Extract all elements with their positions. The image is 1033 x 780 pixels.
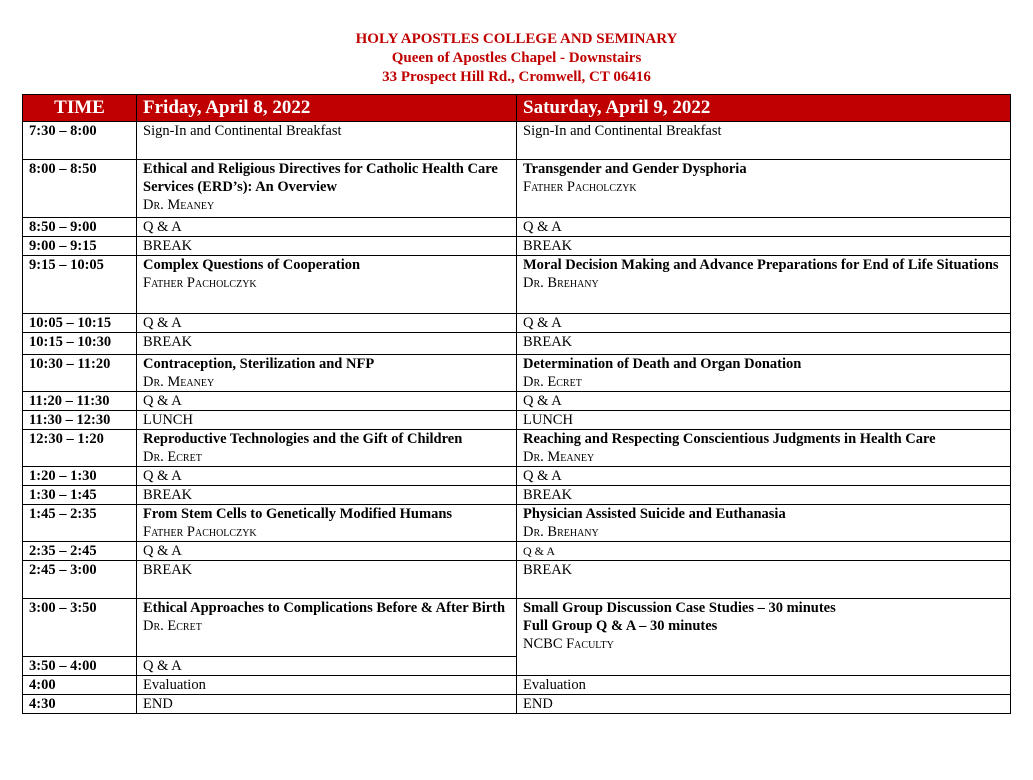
saturday-cell: BREAK — [517, 333, 1011, 355]
session-speaker: NCBC Faculty — [523, 636, 614, 652]
table-row — [23, 160, 1011, 218]
session-title: Contraception, Sterilization and NFP — [143, 356, 375, 372]
time-cell: 9:00 – 9:15 — [23, 237, 137, 256]
time-cell: 1:45 – 2:35 — [23, 505, 137, 542]
time-cell: 3:50 – 4:00 — [23, 657, 137, 676]
table-row — [23, 122, 1011, 160]
session-title: Determination of Death and Organ Donation — [523, 356, 802, 372]
session-title: Physician Assisted Suicide and Euthanasia — [523, 506, 786, 522]
time-cell: 2:35 – 2:45 — [23, 542, 137, 561]
friday-cell — [137, 599, 517, 657]
session-speaker: Father Pacholczyk — [143, 275, 257, 291]
friday-cell: BREAK — [137, 486, 517, 505]
table-row — [23, 467, 1011, 486]
table-row — [23, 599, 1011, 657]
table-row — [23, 237, 1011, 256]
friday-cell — [137, 430, 517, 467]
friday-cell — [137, 256, 517, 314]
session-speaker: Dr. Meaney — [143, 374, 215, 390]
friday-cell — [137, 160, 517, 218]
saturday-cell — [517, 355, 1011, 392]
table-row — [23, 505, 1011, 542]
saturday-cell — [517, 430, 1011, 467]
table-row — [23, 695, 1011, 714]
table-row — [23, 333, 1011, 355]
friday-cell: Q & A — [137, 314, 517, 333]
friday-cell: Q & A — [137, 392, 517, 411]
table-row — [23, 676, 1011, 695]
time-cell: 10:30 – 11:20 — [23, 355, 137, 392]
table-row — [23, 430, 1011, 467]
time-cell: 11:20 – 11:30 — [23, 392, 137, 411]
session-line: Small Group Discussion Case Studies – 30 minutes — [523, 600, 836, 616]
saturday-cell: BREAK — [517, 486, 1011, 505]
session-speaker: Dr. Ecret — [523, 374, 582, 390]
institution-name: HOLY APOSTLES COLLEGE AND SEMINARY — [355, 31, 678, 47]
session-title: Transgender and Gender Dysphoria — [523, 161, 747, 177]
table-row — [23, 561, 1011, 599]
time-cell: 8:50 – 9:00 — [23, 218, 137, 237]
session-title: Ethical and Religious Directives for Catholic Health Care Services (ERD’s): An Overview — [143, 161, 498, 195]
saturday-cell — [517, 256, 1011, 314]
session-speaker: Dr. Meaney — [523, 449, 595, 465]
table-row — [23, 411, 1011, 430]
friday-cell: Evaluation — [137, 676, 517, 695]
session-speaker: Dr. Brehany — [523, 275, 599, 291]
friday-cell — [137, 505, 517, 542]
document-header — [0, 30, 1033, 87]
friday-cell: Sign-In and Continental Breakfast — [137, 122, 517, 160]
friday-cell: BREAK — [137, 237, 517, 256]
session-speaker: Father Pacholczyk — [143, 524, 257, 540]
session-speaker: Dr. Ecret — [143, 449, 202, 465]
time-cell: 2:45 – 3:00 — [23, 561, 137, 599]
session-title: Ethical Approaches to Complications Before & After Birth — [143, 600, 506, 616]
session-title: Moral Decision Making and Advance Preparations for End of Life Situations — [523, 257, 999, 273]
session-speaker: Dr. Meaney — [143, 197, 215, 213]
saturday-cell: Evaluation — [517, 676, 1011, 695]
session-speaker: Father Pacholczyk — [523, 179, 637, 195]
time-cell: 1:20 – 1:30 — [23, 467, 137, 486]
saturday-cell: Sign-In and Continental Breakfast — [517, 122, 1011, 160]
friday-cell: END — [137, 695, 517, 714]
table-row — [23, 218, 1011, 237]
table-row — [23, 392, 1011, 411]
friday-cell: Q & A — [137, 218, 517, 237]
time-cell: 11:30 – 12:30 — [23, 411, 137, 430]
session-speaker: Dr. Brehany — [523, 524, 599, 540]
table-row — [23, 355, 1011, 392]
time-column-header: TIME — [23, 95, 137, 122]
venue-name: Queen of Apostles Chapel - Downstairs — [391, 50, 642, 66]
friday-cell: Q & A — [137, 657, 517, 676]
time-cell: 4:30 — [23, 695, 137, 714]
friday-cell: BREAK — [137, 333, 517, 355]
time-cell: 4:00 — [23, 676, 137, 695]
friday-cell: Q & A — [137, 467, 517, 486]
session-title: Reaching and Respecting Conscientious Judgments in Health Care — [523, 431, 936, 447]
saturday-cell: LUNCH — [517, 411, 1011, 430]
saturday-cell — [517, 599, 1011, 676]
schedule-table — [22, 94, 1011, 714]
table-row — [23, 486, 1011, 505]
table-row — [23, 542, 1011, 561]
table-row — [23, 256, 1011, 314]
time-cell: 10:15 – 10:30 — [23, 333, 137, 355]
saturday-cell: END — [517, 695, 1011, 714]
venue-address: 33 Prospect Hill Rd., Cromwell, CT 06416 — [382, 69, 651, 85]
session-title: Complex Questions of Cooperation — [143, 257, 361, 273]
saturday-cell: BREAK — [517, 237, 1011, 256]
saturday-cell: Q & A — [517, 218, 1011, 237]
saturday-cell: BREAK — [517, 561, 1011, 599]
session-line: Full Group Q & A – 30 minutes — [523, 618, 718, 634]
time-cell: 12:30 – 1:20 — [23, 430, 137, 467]
saturday-cell: Q & A — [517, 392, 1011, 411]
session-title: Reproductive Technologies and the Gift of Children — [143, 431, 463, 447]
time-cell: 10:05 – 10:15 — [23, 314, 137, 333]
saturday-cell: Q & A — [517, 542, 1011, 561]
saturday-cell: Q & A — [517, 467, 1011, 486]
saturday-cell — [517, 505, 1011, 542]
friday-cell: Q & A — [137, 542, 517, 561]
header-row — [23, 95, 1011, 122]
friday-cell: BREAK — [137, 561, 517, 599]
friday-column-header: Friday, April 8, 2022 — [137, 95, 517, 122]
session-speaker: Dr. Ecret — [143, 618, 202, 634]
saturday-cell: Q & A — [517, 314, 1011, 333]
table-row — [23, 314, 1011, 333]
time-cell: 8:00 – 8:50 — [23, 160, 137, 218]
session-title: From Stem Cells to Genetically Modified Humans — [143, 506, 453, 522]
friday-cell: LUNCH — [137, 411, 517, 430]
time-cell: 9:15 – 10:05 — [23, 256, 137, 314]
time-cell: 1:30 – 1:45 — [23, 486, 137, 505]
time-cell: 7:30 – 8:00 — [23, 122, 137, 160]
time-cell: 3:00 – 3:50 — [23, 599, 137, 657]
saturday-cell — [517, 160, 1011, 218]
friday-cell — [137, 355, 517, 392]
saturday-column-header: Saturday, April 9, 2022 — [517, 95, 1011, 122]
